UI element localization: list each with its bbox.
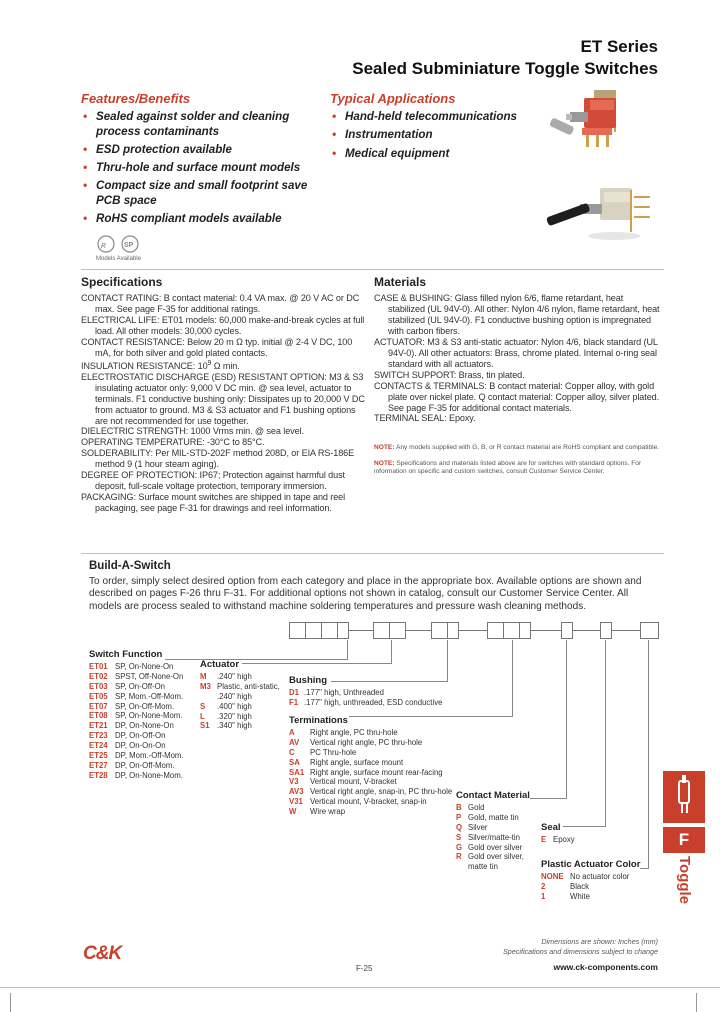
seal-title: Seal: [541, 822, 561, 833]
option-code: [200, 692, 217, 702]
option-code: Q: [456, 822, 463, 832]
feature-item: • Compact size and small footprint save PCB space: [81, 179, 316, 208]
build-intro: To order, simply select desired option from each category and place in the appropriate box. Available options are shown and described on pages F-26 thru F-31. For additional options not shown in catalog, consult our Customer Service Center. All models are process sealed to withstand machine soldering temperatures and pressure wash cleaning methods.: [89, 576, 642, 612]
order-box-contact-material[interactable]: [561, 622, 573, 639]
option-code: AV: [289, 737, 300, 747]
spec-packaging: PACKAGING: Surface mount switches are shipped in tape and reel packaging, see page F-31 for drawings and reel information.: [81, 492, 346, 514]
svg-text:ʀ: ʀ: [101, 240, 106, 250]
insulation-prefix: INSULATION RESISTANCE: 10: [81, 360, 208, 371]
page-number: F-25: [356, 964, 373, 973]
option-desc: DP, On-Off-On: [115, 731, 166, 741]
option-desc: SP, On-Off-Mom.: [115, 701, 175, 711]
option-row[interactable]: [541, 835, 621, 845]
seal-group: [541, 823, 621, 845]
insulation-suffix: Ω min.: [211, 360, 240, 371]
material-switch-support: SWITCH SUPPORT: Brass, tin plated.: [374, 369, 525, 380]
option-desc: Gold over silver,: [468, 852, 524, 862]
material-actuator: ACTUATOR: M3 & S3 anti-static actuator: Nylon 4/6, black standard (UL 94V-0). All other actuators: Brass, chrome plated. Internal o-ring seal standard with all actuators.: [374, 336, 658, 369]
option-code: C: [289, 747, 295, 757]
connector-line: [605, 640, 606, 827]
spec-insulation-resistance: [81, 359, 366, 372]
option-code: 1: [541, 891, 546, 901]
option-row[interactable]: [200, 672, 290, 682]
applications-list: [330, 110, 530, 161]
actuator-group: [200, 660, 290, 731]
spec-solderability: SOLDERABILITY: Per MIL-STD-202F method 208D, or EIA RS-186E method 9 (1 hour steam aging).: [81, 448, 355, 470]
option-row[interactable]: [289, 698, 469, 708]
option-desc: Vertical mount, V-bracket, snap-in: [310, 797, 427, 807]
toggle-switch-icon: [663, 771, 705, 823]
option-row[interactable]: [289, 748, 489, 758]
option-code: ET01: [89, 661, 108, 671]
order-box-bushing-1[interactable]: [431, 622, 448, 639]
spec-degree-of-protection: DEGREE OF PROTECTION: IP67; Protection against harmful dust deposit, full-scale voltage protection, temporary immersion.: [81, 470, 345, 492]
option-code: M: [200, 671, 207, 681]
materials-section: [374, 275, 662, 476]
switch-function-title: Switch Function: [89, 649, 163, 660]
option-desc: .240" high: [217, 691, 252, 701]
materials-list: [374, 293, 662, 424]
option-code: V3: [289, 777, 299, 787]
note-rohs: [374, 444, 662, 452]
specifications-heading: Specifications: [81, 275, 163, 289]
option-desc: Epoxy: [553, 834, 575, 844]
option-desc: .177" high, Unthreaded: [304, 687, 384, 697]
option-code: F1: [289, 697, 299, 707]
feature-item: • RoHS compliant models available: [81, 212, 316, 227]
build-heading: Build-A-Switch: [89, 560, 171, 572]
option-row[interactable]: [289, 758, 489, 768]
product-photo: [540, 88, 660, 258]
option-desc: .240" high: [217, 671, 252, 681]
separator: [349, 630, 373, 631]
option-row: [200, 692, 290, 702]
option-desc: Plastic, anti-static,: [217, 681, 280, 691]
connector-line: [648, 640, 649, 869]
option-code: ET25: [89, 751, 108, 761]
spec-contact-rating: CONTACT RATING: B contact material: 0.4 VA max. @ 20 V AC or DC max. See page F-35 for additional ratings.: [81, 293, 360, 314]
application-item: • Medical equipment: [330, 147, 530, 162]
option-code: ET03: [89, 681, 108, 691]
option-desc: White: [570, 891, 590, 901]
order-box-termination-3[interactable]: [519, 622, 531, 639]
specifications-list: [81, 293, 366, 514]
option-desc: DP, On-On-On: [115, 741, 166, 751]
option-desc: matte tin: [468, 862, 498, 872]
note-text: Specifications and materials listed above are for switches with standard options. For information on specific and custom switches, consult Customer Service Center.: [374, 460, 642, 476]
option-code: ET07: [89, 701, 108, 711]
option-row[interactable]: [200, 721, 290, 731]
contact-material-title: Contact Material: [456, 790, 530, 801]
option-row[interactable]: [89, 731, 209, 741]
order-box-switch-function-1[interactable]: [289, 622, 306, 639]
option-row[interactable]: [289, 688, 469, 698]
option-code: AV3: [289, 787, 304, 797]
page-title: Sealed Subminiature Toggle Switches: [352, 59, 658, 78]
ck-logo: C&K: [83, 943, 122, 964]
option-code: W: [289, 807, 297, 817]
side-tab-text: Toggle: [676, 856, 693, 905]
option-desc: SP, On-Off-On: [115, 681, 165, 691]
option-code: L: [200, 711, 205, 721]
models-available-note: Models Available: [96, 256, 141, 262]
option-code: ET28: [89, 770, 108, 780]
spec-electrical-life: ELECTRICAL LIFE: ET01 models: 60,000 make-and-break cycles at full load. All other models: 30,000 cycles.: [81, 314, 365, 336]
option-row[interactable]: [289, 728, 489, 738]
option-code: P: [456, 812, 462, 822]
option-code: ET08: [89, 711, 108, 721]
footer-divider: [0, 987, 720, 988]
separator: [573, 630, 600, 631]
option-row[interactable]: [89, 761, 209, 771]
option-desc: Right angle, surface mount rear-facing: [310, 767, 443, 777]
option-desc: No actuator color: [570, 871, 630, 881]
divider: [81, 269, 664, 270]
connector-line: [347, 640, 348, 660]
option-row[interactable]: [89, 751, 209, 761]
option-row[interactable]: [89, 692, 209, 702]
option-row[interactable]: [89, 721, 209, 731]
note-label: NOTE:: [374, 444, 395, 452]
feature-item: • Thru-hole and surface mount models: [81, 161, 316, 176]
option-code: V31: [289, 797, 303, 807]
option-desc: .320" high: [217, 711, 252, 721]
series-title: ET Series: [580, 37, 658, 56]
option-row[interactable]: [289, 738, 489, 748]
option-code: A: [289, 727, 295, 737]
option-code: S: [456, 832, 462, 842]
option-code: S: [200, 701, 206, 711]
option-code: M3: [200, 681, 211, 691]
option-row[interactable]: [541, 892, 661, 902]
order-code-boxes: [0, 622, 720, 640]
separator: [406, 630, 431, 631]
note-text: Any models supplied with G, B, or R contact material are RoHS compliant and compatible.: [394, 444, 660, 452]
option-desc: Vertical mount, V-bracket: [310, 777, 397, 787]
order-box-termination-1[interactable]: [487, 622, 504, 639]
option-row[interactable]: [289, 768, 489, 778]
feature-item: • ESD protection available: [81, 143, 316, 158]
terminations-title: Terminations: [289, 715, 348, 726]
option-row[interactable]: [456, 803, 546, 813]
spec-operating-temperature: OPERATING TEMPERATURE: -30°C to 85°C.: [81, 437, 265, 448]
features-heading: Features/Benefits: [81, 91, 191, 106]
order-box-actuator-2[interactable]: [389, 622, 406, 639]
option-desc: Silver/matte-tin: [468, 832, 520, 842]
option-code: S1: [200, 721, 210, 731]
connector-line: [512, 640, 513, 717]
option-row[interactable]: [456, 813, 546, 823]
option-desc: Silver: [468, 822, 488, 832]
option-desc: .400" high: [217, 701, 252, 711]
option-code: D1: [289, 687, 299, 697]
option-code: SA: [289, 757, 300, 767]
material-case-bushing: CASE & BUSHING: Glass filled nylon 6/6, flame retardant, heat stabilized (UL 94V-0). All other: Nylon 4/6 nylon, flame retardant, heat stabilized (UL 94V-0). F1 conductive bushing option is impregnated with carbon fibers.: [374, 293, 660, 336]
option-desc: Gold, matte tin: [468, 812, 519, 822]
option-row[interactable]: [200, 682, 290, 692]
side-tab-letter[interactable]: F: [663, 827, 705, 853]
crop-mark: [10, 993, 11, 1012]
order-box-seal[interactable]: [600, 622, 612, 639]
option-row[interactable]: [456, 833, 546, 843]
option-row[interactable]: [89, 702, 209, 712]
option-code: ET24: [89, 741, 108, 751]
option-desc: .177" high, unthreaded, ESD conductive: [304, 697, 443, 707]
option-row[interactable]: [456, 823, 546, 833]
option-desc: Vertical right angle, snap-in, PC thru-hole: [310, 787, 453, 797]
applications-section: [330, 91, 530, 165]
option-row[interactable]: [456, 852, 546, 862]
separator: [531, 630, 561, 631]
actuator-title: Actuator: [200, 659, 240, 670]
option-desc: DP, On-None-On: [115, 721, 174, 731]
side-tab-label: [663, 856, 705, 926]
option-row: [456, 862, 546, 872]
connector-line: [566, 640, 567, 799]
option-code: ET05: [89, 691, 108, 701]
order-box-switch-function-4[interactable]: [337, 622, 349, 639]
spec-contact-resistance: CONTACT RESISTANCE: Below 20 m Ω typ. initial @ 2-4 V DC, 100 mA, for both silver and gold plated contacts.: [81, 336, 353, 358]
option-row[interactable]: [89, 682, 209, 692]
note-specifications: [374, 460, 662, 476]
switch-function-group: [89, 650, 209, 781]
contact-material-group: [456, 791, 546, 872]
option-row[interactable]: [456, 843, 546, 853]
order-box-switch-function-2[interactable]: [305, 622, 322, 639]
features-list: [81, 110, 316, 227]
order-box-actuator-color[interactable]: [640, 622, 659, 639]
option-desc: .340" high: [217, 721, 252, 731]
crop-mark: [696, 993, 697, 1012]
option-desc: DP, On-Off-Mom.: [115, 760, 175, 770]
feature-item: • Sealed against solder and cleaning process contaminants: [81, 110, 316, 139]
separator: [459, 630, 487, 631]
bushing-group: [289, 676, 469, 708]
insulation-exponent: 9: [207, 359, 212, 367]
option-row[interactable]: [289, 777, 489, 787]
order-box-actuator-1[interactable]: [373, 622, 390, 639]
materials-heading: Materials: [374, 275, 427, 289]
option-code: ET02: [89, 671, 108, 681]
option-row[interactable]: [200, 702, 290, 712]
option-desc: SPST, Off-None-On: [115, 671, 184, 681]
option-row[interactable]: [89, 672, 209, 682]
option-desc: DP, Mom.-Off-Mom.: [115, 751, 184, 761]
option-row[interactable]: [89, 711, 209, 721]
option-row[interactable]: [541, 882, 661, 892]
option-code: NONE: [541, 871, 564, 881]
order-box-switch-function-3[interactable]: [321, 622, 338, 639]
option-desc: Gold: [468, 802, 485, 812]
option-code: 2: [541, 881, 546, 891]
bushing-title: Bushing: [289, 675, 327, 686]
option-code: SA1: [289, 767, 305, 777]
material-contacts-terminals: CONTACTS & TERMINALS: B contact material: Copper alloy, with gold plate over nickel plate. Q contact material: Copper alloy, silver plated. See page F-35 for additional contact materials.: [374, 380, 660, 413]
option-code: R: [456, 852, 462, 862]
option-code: ET21: [89, 721, 108, 731]
footer-note-specifications: Specifications and dimensions subject to change: [502, 947, 658, 956]
option-desc: PC Thru-hole: [310, 747, 357, 757]
features-section: [81, 91, 316, 231]
option-desc: Gold over silver: [468, 842, 523, 852]
separator: [612, 630, 640, 631]
connector-line: [391, 640, 392, 664]
option-desc: SP, On-None-Mom.: [115, 711, 183, 721]
application-item: • Instrumentation: [330, 128, 530, 143]
side-tab-icon-block: [663, 771, 705, 823]
option-code: E: [541, 834, 547, 844]
order-box-bushing-2[interactable]: [447, 622, 459, 639]
plastic-actuator-color-title: Plastic Actuator Color: [541, 859, 641, 870]
option-desc: Wire wrap: [310, 807, 346, 817]
plastic-actuator-color-group: [541, 860, 661, 902]
option-desc: Right angle, PC thru-hole: [310, 727, 398, 737]
option-code: ET27: [89, 760, 108, 770]
order-box-termination-2[interactable]: [503, 622, 520, 639]
option-code: G: [456, 842, 463, 852]
option-row[interactable]: [200, 712, 290, 722]
option-row[interactable]: [89, 771, 209, 781]
option-desc: Black: [570, 881, 590, 891]
option-code: ET23: [89, 731, 108, 741]
option-row[interactable]: [89, 662, 209, 672]
note-label: NOTE:: [374, 460, 395, 468]
material-terminal-seal: TERMINAL SEAL: Epoxy.: [374, 413, 476, 424]
option-desc: DP, On-None-Mom.: [115, 770, 183, 780]
option-code: [456, 862, 468, 872]
spec-dielectric-strength: DIELECTRIC STRENGTH: 1000 Vrms min. @ sea level.: [81, 426, 304, 437]
option-desc: SP, On-None-On: [115, 661, 174, 671]
option-row[interactable]: [89, 741, 209, 751]
website-link[interactable]: www.ck-components.com: [553, 962, 658, 972]
specifications-section: [81, 275, 366, 514]
option-desc: Right angle, surface mount: [310, 757, 404, 767]
ul-csa-icon: [96, 234, 156, 254]
svg-text:SP: SP: [124, 242, 134, 249]
option-code: B: [456, 802, 462, 812]
option-row[interactable]: [541, 872, 661, 882]
divider: [81, 553, 664, 554]
spec-esd-option: ELECTROSTATIC DISCHARGE (ESD) RESISTANT OPTION: M3 & S3 insulating actuator only: 9,000 V DC min. @ sea level, actuator to terminals. F1 conductive bushing only: Dissipates up to 20,000 V DC from actuator to ground. M3 & S3 actuator and F1 bushing options are not recommended for use together.: [81, 371, 365, 426]
option-desc: Vertical right angle, PC thru-hole: [310, 737, 423, 747]
application-item: • Hand-held telecommunications: [330, 110, 530, 125]
applications-heading: Typical Applications: [330, 91, 456, 106]
option-desc: SP, Mom.-Off-Mom.: [115, 691, 184, 701]
footer-note-dimensions: Dimensions are shown: Inches (mm): [541, 937, 658, 946]
